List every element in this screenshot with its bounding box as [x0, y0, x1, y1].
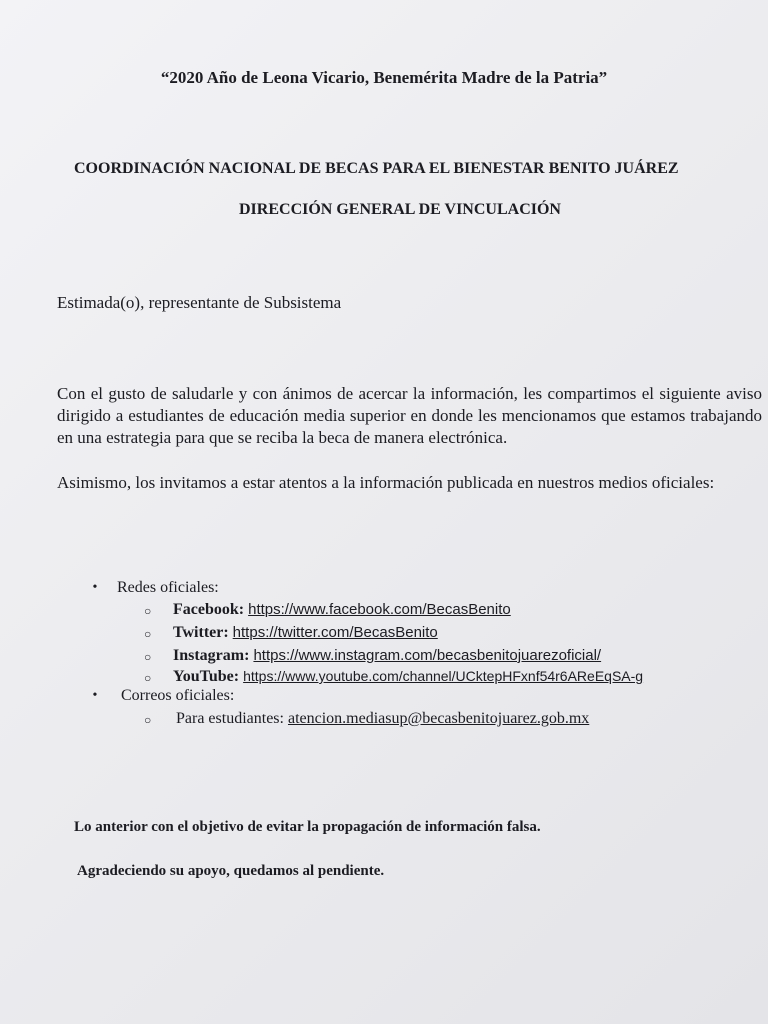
- circle-bullet-icon: ○: [144, 627, 152, 641]
- student-email-link[interactable]: atencion.mediasup@becasbenitojuarez.gob.mx: [287, 710, 590, 727]
- circle-bullet-icon: ○: [144, 650, 152, 664]
- circle-bullet-icon: ○: [144, 604, 152, 618]
- facebook-link[interactable]: https://www.facebook.com/BecasBenito: [248, 601, 511, 618]
- greeting: Estimada(o), representante de Subsistema: [57, 293, 342, 312]
- emails-title: Correos oficiales:: [121, 687, 235, 704]
- instagram-link[interactable]: https://www.instagram.com/becasbenitojuarezoficial/: [253, 647, 602, 664]
- bullet-icon: •: [92, 688, 98, 703]
- twitter-link[interactable]: https://twitter.com/BecasBenito: [232, 624, 438, 641]
- youtube-label: YouTube:: [173, 668, 240, 685]
- instagram-label: Instagram:: [173, 647, 250, 664]
- youtube-link[interactable]: https://www.youtube.com/channel/UCktepHFxnf54r6AReEqSA-g: [243, 668, 644, 684]
- department-heading: DIRECCIÓN GENERAL DE VINCULACIÓN: [239, 201, 561, 218]
- institution-heading: COORDINACIÓN NACIONAL DE BECAS PARA EL BIENESTAR BENITO JUÁREZ: [74, 160, 679, 177]
- paragraph-intro: Con el gusto de saludarle y con ánimos de acercar la información, les compartimos el siguiente aviso dirigido a estudiantes de educación media superior en donde les mencionamos que estamos trabajando en una estrategia para que se reciba la beca de manera electrónica.: [57, 384, 762, 447]
- networks-title: Redes oficiales:: [117, 579, 219, 596]
- circle-bullet-icon: ○: [144, 671, 152, 685]
- closing-objective: Lo anterior con el objetivo de evitar la propagación de información falsa.: [74, 819, 541, 835]
- circle-bullet-icon: ○: [144, 713, 152, 727]
- facebook-label: Facebook:: [173, 601, 245, 618]
- student-email-label: Para estudiantes:: [176, 710, 284, 727]
- paragraph-invitation: Asimismo, los invitamos a estar atentos a la información publicada en nuestros medios oficiales:: [57, 473, 715, 492]
- bullet-icon: •: [92, 580, 98, 595]
- twitter-label: Twitter:: [173, 624, 229, 641]
- motto-header: “2020 Año de Leona Vicario, Benemérita Madre de la Patria”: [160, 68, 608, 87]
- closing-farewell: Agradeciendo su apoyo, quedamos al pendiente.: [77, 863, 385, 879]
